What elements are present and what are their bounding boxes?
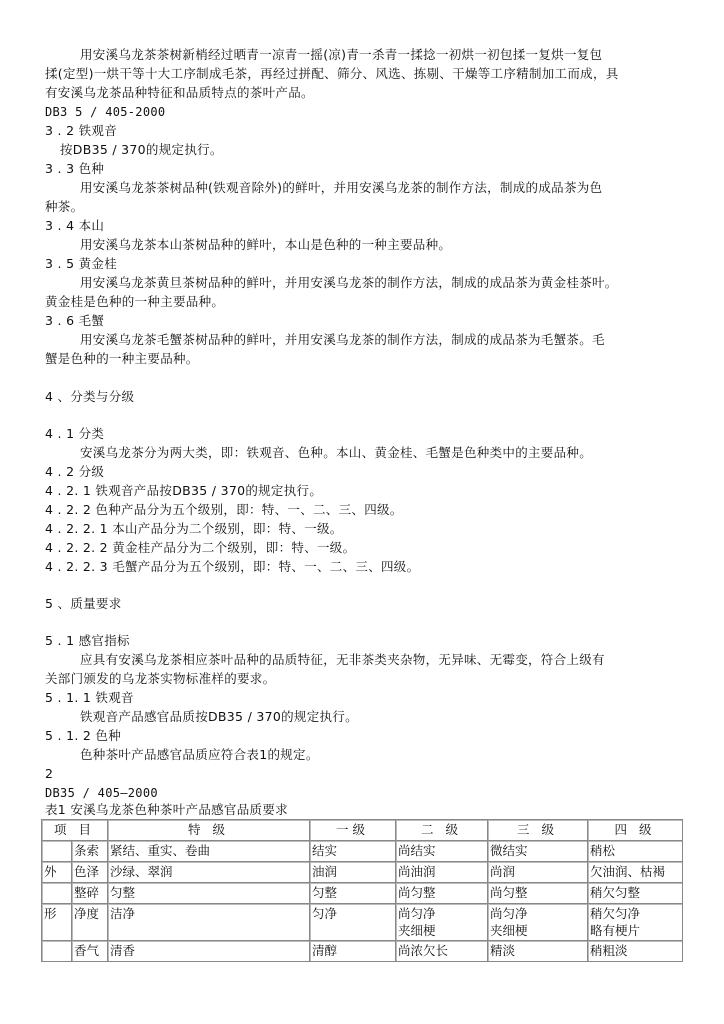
paragraph-line: 关部门颁发的乌龙茶实物标准样的要求。 [45,671,276,686]
cell-g2: 尚浓欠长 [396,941,488,962]
section-heading: 4 . 1 分类 [45,426,105,441]
section-heading: 3 . 3 色种 [45,161,105,176]
side-cell: 外 [42,862,72,883]
side-cell [42,841,72,862]
cell-g3-line1: 尚匀净 [490,906,528,921]
standard-number: DB3 5 / 405-2000 [45,105,166,119]
header-grade4: 四 级 [588,820,683,841]
cell-special: 清香 [108,941,310,962]
cell-g4: 稍粗淡 [588,941,683,962]
section-heading: 3 . 5 黄金桂 [45,256,117,271]
cell-g3 [488,904,588,941]
cell-special: 洁净 [108,904,310,941]
section-heading: 3 . 6 毛蟹 [45,313,105,328]
page-number: 2 [45,766,54,781]
cell-g1: 油润 [310,862,396,883]
cell-g2: 尚结实 [396,841,488,862]
cell-g2-line2: 夹细梗 [398,923,436,938]
cell-g1: 匀整 [310,883,396,904]
cell-item: 净度 [72,904,108,941]
cell-g2-line1: 尚匀净 [398,906,436,921]
paragraph-line: 用安溪乌龙茶茶树品种(铁观音除外)的鲜叶，并用安溪乌龙茶的制作方法，制成的成品茶为色 [80,180,603,195]
cell-special: 沙绿、翠润 [108,862,310,883]
side-cell: 形 [42,904,72,941]
cell-g3: 微结实 [488,841,588,862]
cell-item: 条索 [72,841,108,862]
clause-line: 4 . 2. 2 色种产品分为五个级别，即：特、一、二、三、四级。 [45,502,403,517]
clause-line: 4 . 2. 2. 2 黄金桂产品分为二个级别，即：特、一级。 [45,540,356,555]
paragraph-line: 应具有安溪乌龙茶相应茶叶品种的品质特征，无非茶类夹杂物，无异味、无霉变，符合上级有 [80,652,605,667]
cell-g4-line1: 稍欠匀净 [590,906,641,921]
clause-line: 4 . 2. 1 铁观音产品按DB35 / 370的规定执行。 [45,483,323,498]
paragraph-line: 用安溪乌龙茶黄旦茶树品种的鲜叶，并用安溪乌龙茶的制作方法，制成的成品茶为黄金桂茶叶。 [80,275,618,290]
section-heading: 4 . 2 分级 [45,464,105,479]
cell-g3: 尚匀整 [488,883,588,904]
header-grade3: 三 级 [488,820,588,841]
cell-g2: 尚匀整 [396,883,488,904]
cell-special: 紧结、重实、卷曲 [108,841,310,862]
paragraph-line: 用安溪乌龙茶毛蟹茶树品种的鲜叶，并用安溪乌龙茶的制作方法，制成的成品茶为毛蟹茶。毛 [80,332,605,347]
paragraph-line: 有安溪乌龙茶品种特征和品质特点的茶叶产品。 [45,85,314,100]
cell-item: 色泽 [72,862,108,883]
table-header-row [42,820,683,841]
section-heading: 5 . 1. 1 铁观音 [45,690,134,705]
cell-g3: 精淡 [488,941,588,962]
cell-g1: 清醇 [310,941,396,962]
section-heading: 3 . 4 本山 [45,218,105,233]
header-special: 特 级 [108,820,310,841]
paragraph-line: 铁观音产品感官品质按DB35 / 370的规定执行。 [80,709,358,724]
table-row [42,862,683,883]
cell-g4 [588,904,683,941]
header-item: 项 目 [42,820,108,841]
cell-g2 [396,904,488,941]
header-grade1: 一级 [310,820,396,841]
quality-table [41,819,683,962]
table-row [42,841,683,862]
paragraph-line: 种茶。 [45,199,84,214]
clause-line: 4 . 2. 2. 1 本山产品分为二个级别，即：特、一级。 [45,521,343,536]
cell-g3-line2: 夹细梗 [490,923,528,938]
cell-g1: 匀净 [310,904,396,941]
cell-g2: 尚油润 [396,862,488,883]
cell-g1: 结实 [310,841,396,862]
table-row [42,941,683,962]
side-cell [42,883,72,904]
paragraph-line: 用安溪乌龙茶本山茶树品种的鲜叶，本山是色种的一种主要品种。 [80,237,452,252]
standard-number: DB35 / 405—2000 [45,786,158,800]
section-heading: 4 、分类与分级 [45,389,135,404]
paragraph-line: 蟹是色种的一种主要品种。 [45,351,199,366]
section-heading: 3 . 2 铁观音 [45,123,117,138]
paragraph-line: 安溪乌龙茶分为两大类，即：铁观音、色种。本山、黄金桂、毛蟹是色种类中的主要品种。 [80,445,593,460]
cell-special: 匀整 [108,883,310,904]
section-heading: 5 . 1 感官指标 [45,633,130,648]
paragraph-line: 色种茶叶产品感官品质应符合表1的规定。 [80,747,319,762]
section-heading: 5 、质量要求 [45,596,122,611]
paragraph-line: 揉(定型)一烘干等十大工序制成毛茶，再经过拼配、筛分、风选、拣剔、干燥等工序精制加工而成，具 [45,66,619,81]
clause-line: 4 . 2. 2. 3 毛蟹产品分为五个级别，即：特、一、二、三、四级。 [45,559,420,574]
cell-g3: 尚润 [488,862,588,883]
paragraph-line: 用安溪乌龙茶茶树新梢经过晒青一凉青一摇(凉)青一杀青一揉捻一初烘一初包揉一复烘一复包 [80,47,603,62]
cell-g4: 稍欠匀整 [588,883,683,904]
table-row [42,904,683,941]
header-grade2: 二 级 [396,820,488,841]
paragraph-line: 按DB35 / 370的规定执行。 [60,142,223,157]
section-heading: 5 . 1. 2 色种 [45,728,121,743]
cell-g4: 欠油润、枯褐 [588,862,683,883]
cell-g4: 稍松 [588,841,683,862]
cell-item: 整碎 [72,883,108,904]
cell-g4-line2: 略有梗片 [590,923,641,938]
table-caption: 表1 安溪乌龙茶色种茶叶产品感官品质要求 [45,802,288,817]
paragraph-line: 黄金桂是色种的一种主要品种。 [45,294,225,309]
side-cell [42,941,72,962]
cell-item: 香气 [72,941,108,962]
table-row [42,883,683,904]
